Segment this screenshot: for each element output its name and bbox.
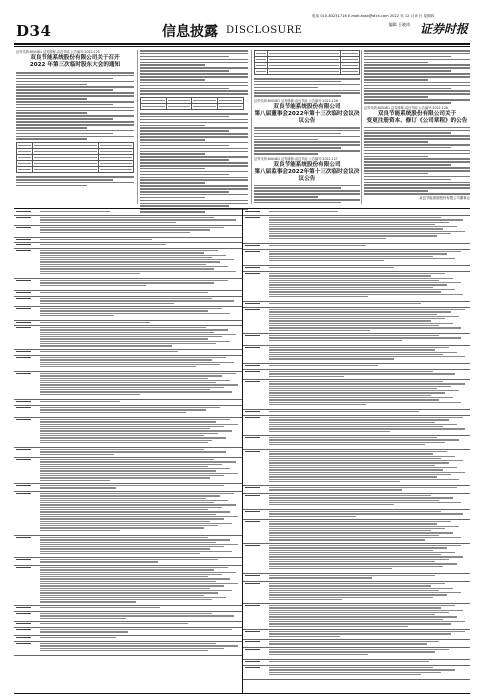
contact-date-line — [312, 14, 434, 19]
article-text-cell — [40, 217, 240, 224]
article-number-cell — [245, 661, 267, 664]
article-text-cell — [269, 575, 467, 580]
article-number-cell — [245, 583, 267, 586]
article-number-cell — [245, 667, 267, 670]
table-row — [243, 449, 470, 486]
article-number-cell — [245, 631, 267, 634]
article-number-cell — [16, 419, 38, 422]
article-number-cell — [16, 607, 38, 610]
article-text-cell — [269, 649, 467, 656]
article-text-cell — [40, 280, 240, 287]
table-row — [14, 306, 242, 321]
article-text-cell — [269, 267, 467, 269]
table-row — [243, 581, 470, 604]
article-number-cell — [16, 244, 38, 247]
table-row — [14, 565, 242, 606]
article-number-cell — [245, 211, 267, 214]
article-text-cell — [40, 493, 240, 532]
table-row — [14, 641, 242, 656]
table-row — [243, 519, 470, 544]
table-row — [14, 417, 242, 448]
column-divider — [137, 50, 138, 204]
table-row — [243, 435, 470, 450]
article-number-cell — [245, 411, 267, 414]
notice-right-table — [254, 50, 360, 75]
article-number-cell — [16, 351, 38, 354]
article-number-cell — [245, 381, 267, 384]
article-text-cell — [269, 631, 467, 638]
editor-line: 编辑 王晓涛 — [388, 22, 410, 27]
contact-line: 电话 010-83251716 E-mail:zqsb@stcn.com — [312, 14, 389, 18]
notice-right-mid-company: 双良节能系统股份有限公司 — [273, 161, 341, 168]
article-number-cell — [16, 567, 38, 570]
article-number-cell — [16, 373, 38, 376]
table-row — [243, 493, 470, 510]
article-number-cell — [245, 267, 267, 270]
article-text-cell — [40, 211, 240, 213]
article-number-cell — [245, 545, 267, 548]
article-number-cell — [16, 250, 38, 253]
article-text-cell — [269, 371, 467, 378]
article-text-cell — [269, 211, 467, 213]
article-text-cell — [269, 641, 467, 646]
article-text-cell — [269, 365, 467, 367]
article-text-cell — [269, 495, 467, 506]
date-line: 2022 年 12 月 8 日 星期四 — [389, 14, 435, 18]
article-text-cell — [269, 273, 467, 298]
article-number-cell — [245, 487, 267, 490]
article-text-cell — [40, 637, 240, 639]
article-text-cell — [269, 411, 467, 413]
article-number-cell — [245, 303, 267, 306]
article-text-cell — [40, 250, 240, 275]
table-right-half — [243, 209, 470, 693]
newspaper-logo: 证券时报 — [419, 22, 468, 36]
article-text-cell — [269, 521, 467, 542]
notice-left-title: 2022 年第三次临时股东大会的通知 — [29, 62, 121, 68]
article-text-cell — [40, 327, 240, 348]
notice-right-column — [254, 50, 360, 205]
article-number-cell — [16, 401, 38, 404]
article-number-cell — [16, 308, 38, 311]
section-title-cn: 信息披露 — [162, 24, 218, 40]
article-number-cell — [16, 357, 38, 360]
table-row — [243, 379, 470, 410]
article-number-cell — [16, 643, 38, 646]
article-text-cell — [40, 449, 240, 456]
notice-right-top-stock-line: 证券代码:600481 证券简称:双良节能 公告编号:2022-126 — [254, 98, 338, 103]
notice-mid-column — [140, 50, 248, 214]
notice-left-stock-line: 证券代码:600481 证券简称:双良节能 公告编号:2022-125 — [16, 50, 100, 54]
notice-left-body — [16, 72, 134, 140]
article-text-cell — [269, 309, 467, 332]
table-row — [243, 249, 470, 266]
notice-left-table — [16, 142, 134, 173]
masthead-rule-thin — [14, 46, 470, 47]
article-number-cell — [245, 365, 267, 368]
article-text-cell — [40, 373, 240, 396]
article-text-cell — [40, 607, 240, 609]
article-number-cell — [16, 211, 38, 214]
article-text-cell — [40, 357, 240, 368]
article-text-cell — [40, 401, 240, 403]
article-number-cell — [245, 437, 267, 440]
article-number-cell — [245, 309, 267, 312]
article-text-cell — [269, 511, 467, 518]
notice-right-mid-stock-line: 证券代码:600481 证券简称:双良节能 公告编号:2022-127 — [254, 156, 338, 161]
article-text-cell — [269, 245, 467, 247]
article-number-cell — [16, 292, 38, 295]
article-number-cell — [16, 559, 38, 562]
article-text-cell — [40, 227, 240, 234]
article-number-cell — [16, 637, 38, 640]
article-text-cell — [269, 417, 467, 433]
article-text-cell — [269, 545, 467, 570]
article-number-cell — [245, 371, 267, 374]
notice-left-company: 双良节能系统股份有限公司关于召开 — [30, 55, 120, 61]
article-number-cell — [245, 451, 267, 454]
article-text-cell — [40, 629, 240, 634]
article-number-cell — [245, 251, 267, 254]
table-row — [243, 307, 470, 334]
article-text-cell — [40, 244, 240, 246]
article-text-cell — [269, 335, 467, 342]
masthead — [14, 20, 470, 42]
table-row — [14, 355, 242, 372]
article-number-cell — [16, 217, 38, 220]
article-number-cell — [16, 327, 38, 330]
page-number: D34 — [16, 22, 52, 40]
article-text-cell — [40, 613, 240, 620]
article-text-cell — [40, 239, 240, 241]
notice-far-title: 变更注册资本、修订《公司章程》的公告 — [366, 117, 468, 124]
table-row — [14, 248, 242, 279]
article-number-cell — [245, 649, 267, 652]
article-number-cell — [16, 629, 38, 632]
article-text-cell — [269, 667, 467, 676]
article-number-cell — [245, 521, 267, 524]
masthead-rule-thick — [14, 43, 470, 45]
article-text-cell — [269, 347, 467, 361]
article-text-cell — [269, 217, 467, 240]
table-row — [14, 457, 242, 484]
article-number-cell — [245, 335, 267, 338]
board-signature: 双良节能系统股份有限公司董事会 — [419, 196, 470, 200]
article-text-cell — [269, 303, 467, 305]
article-number-cell — [16, 459, 38, 462]
article-text-cell — [40, 559, 240, 564]
notice-mid-table — [140, 97, 244, 110]
article-text-cell — [40, 298, 240, 305]
article-number-cell — [16, 485, 38, 488]
article-text-cell — [40, 308, 240, 317]
article-number-cell — [245, 575, 267, 578]
article-text-cell — [40, 351, 240, 353]
table-row — [243, 603, 470, 630]
article-text-cell — [269, 661, 467, 663]
table-row — [14, 371, 242, 400]
article-number-cell — [245, 245, 267, 248]
article-number-cell — [16, 407, 38, 410]
articles-comparison-table — [14, 208, 470, 694]
table-row — [243, 415, 470, 436]
article-number-cell — [16, 493, 38, 496]
article-number-cell — [245, 217, 267, 220]
article-number-cell — [16, 280, 38, 283]
table-row — [243, 271, 470, 302]
section-title-en: DISCLOSURE — [226, 25, 303, 36]
article-text-cell — [40, 322, 240, 324]
table-row — [243, 665, 470, 680]
article-text-cell — [269, 251, 467, 262]
article-text-cell — [40, 292, 240, 294]
notice-right-top-company: 双良节能系统股份有限公司 — [273, 103, 341, 110]
article-number-cell — [245, 495, 267, 498]
notice-far-right-column — [364, 50, 470, 201]
notice-right-mid-title: 第八届监事会2022年第十三次临时会议决议公告 — [254, 168, 360, 182]
article-text-cell — [269, 451, 467, 483]
table-row — [243, 215, 470, 244]
article-text-cell — [269, 605, 467, 628]
table-left-half — [14, 209, 243, 693]
notice-far-company: 双良节能系统股份有限公司关于 — [377, 110, 457, 117]
article-text-cell — [40, 537, 240, 555]
article-text-cell — [40, 623, 240, 625]
article-number-cell — [245, 417, 267, 420]
table-row — [14, 535, 242, 558]
article-text-cell — [269, 437, 467, 446]
table-row — [14, 491, 242, 536]
table-row — [243, 543, 470, 574]
article-text-cell — [40, 459, 240, 482]
table-row — [243, 345, 470, 364]
column-divider — [251, 50, 252, 204]
article-text-cell — [40, 567, 240, 604]
article-number-cell — [16, 537, 38, 540]
article-number-cell — [16, 227, 38, 230]
notice-far-stock-line: 证券代码:600481 证券简称:双良节能 公告编号:2022-128 — [364, 105, 448, 110]
article-number-cell — [245, 511, 267, 514]
article-number-cell — [16, 613, 38, 616]
article-number-cell — [16, 298, 38, 301]
article-text-cell — [269, 583, 467, 601]
article-text-cell — [269, 381, 467, 406]
article-number-cell — [16, 449, 38, 452]
notice-left — [16, 50, 134, 188]
column-divider — [361, 50, 362, 204]
article-text-cell — [40, 485, 240, 490]
notice-right-top-title: 第八届董事会2022年第十三次临时会议决议公告 — [254, 110, 360, 124]
article-number-cell — [245, 273, 267, 276]
article-text-cell — [40, 407, 240, 414]
article-text-cell — [40, 419, 240, 444]
table-row — [14, 325, 242, 350]
article-number-cell — [245, 641, 267, 644]
article-number-cell — [245, 605, 267, 608]
article-number-cell — [245, 347, 267, 350]
article-text-cell — [269, 487, 467, 492]
article-number-cell — [16, 623, 38, 626]
article-text-cell — [40, 643, 240, 652]
